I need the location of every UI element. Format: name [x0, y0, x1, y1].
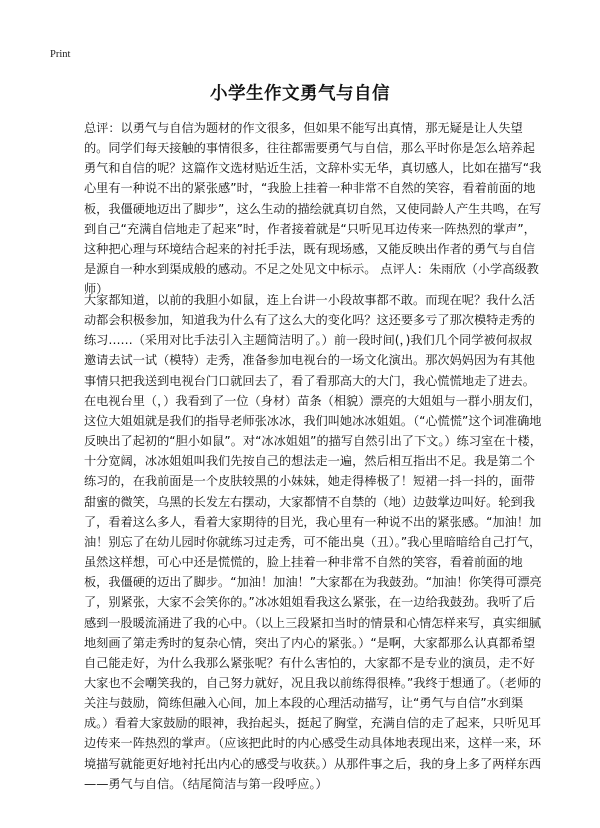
page-title: 小学生作文勇气与自信	[210, 84, 390, 104]
summary-paragraph: 总评：以勇气与自信为题材的作文很多，但如果不能写出真情，那无疑是让人失望的。同学们每天接触的事情很多，往往都需要勇气与自信，那么平时你是怎么培养起勇气和自信的呢？这篇作文选材贴近生活，文辞朴实无华，真切感人，比如在描写“我心里有一种说不出的紧张感”时，“我脸上挂着一种非常不自然的笑容，看着前面的地板，我僵硬地迈出了脚步”，这么生动的描绘就真切自然，又使同龄人产生共鸣，在写到自己“充满自信地走了起来”时，作者接着就是“只听见耳边传来一阵热烈的掌声”，这种把心理与环境结合起来的衬托手法，既有现场感，又能反映出作者的勇气与自信是源自一种水到渠成般的感动。不足之处见文中标示。 点评人：朱雨欣（小学高级教师）	[84, 121, 542, 297]
print-link[interactable]: Print	[50, 49, 71, 60]
essay-paragraph: 大家都知道，以前的我胆小如鼠，连上台讲一小段故事都不敢。而现在呢？我什么活动都会积极参加，知道我为什么有了这么大的变化吗？这还要多亏了那次模特走秀的练习……（采用对比手法引入主题简洁明了。）前一段时间(，)我们几个同学被何叔叔邀请去试一试（模特）走秀，准备参加电视台的一场文化演出。那次妈妈因为有其他事情只把我送到电视台门口就回去了，看了看那高大的大门，我心慌慌地走了进去。在电视台里（，）我看到了一位（身材）苗条（相貌）漂亮的大姐姐与一群小朋友们，这位大姐姐就是我们的指导老师张冰冰，我们叫她冰冰姐姐。（“心慌慌”这个词准确地反映出了起初的“胆小如鼠”。对“冰冰姐姐”的描写自然引出了下文。）练习室在十楼，十分宽阔，冰冰姐姐叫我们先按自己的想法走一遍，然后相互指出不足。我是第二个练习的，在我前面是一个皮肤较黑的小妹妹，她走得棒极了！短裙一抖一抖的，面带甜蜜的微笑，乌黑的长发左右摆动，大家都情不自禁的（地）边鼓掌边叫好。轮到我了，看着这么多人，看着大家期待的目光，我心里有一种说不出的紧张感。“加油！加油！别忘了在幼儿园时你就练习过走秀，可不能出臭（丑）。”我心里暗暗给自己打气，虽然这样想，可心中还是慌慌的，脸上挂着一种非常不自然的笑容，看着前面的地板，我僵硬的迈出了脚步。“加油！加油！”大家都在为我鼓劲。“加油！你笑得可漂亮了，别紧张，大家不会笑你的。”冰冰姐姐看我这么紧张，在一边给我鼓劲。我听了后感到一股暖流涌进了我的心中。（以上三段紧扣当时的情景和心情怎样来写，真实细腻地刻画了第走秀时的复杂心情，突出了内心的紧张。）“是啊，大家都那么认真都希望自己能走好，为什么我那么紧张呢？有什么害怕的，大家都不是专业的演员，走不好大家也不会嘲笑我的，自己努力就好，况且我以前练得很棒。”我终于想通了。（老师的关注与鼓励，简练但融入心间，加上本段的心理活动描写，让“勇气与自信”水到渠成。）看着大家鼓励的眼神，我抬起头，挺起了胸堂，充满自信的走了起来，只听见耳边传来一阵热烈的掌声。（应该把此时的内心感受生动具体地表现出来，这样一来，环境描写就能更好地衬托出内心的感受与收获。）从那件事之后，我的身上多了两样东西——勇气与自信。（结尾简洁与第一段呼应。）	[84, 293, 542, 791]
